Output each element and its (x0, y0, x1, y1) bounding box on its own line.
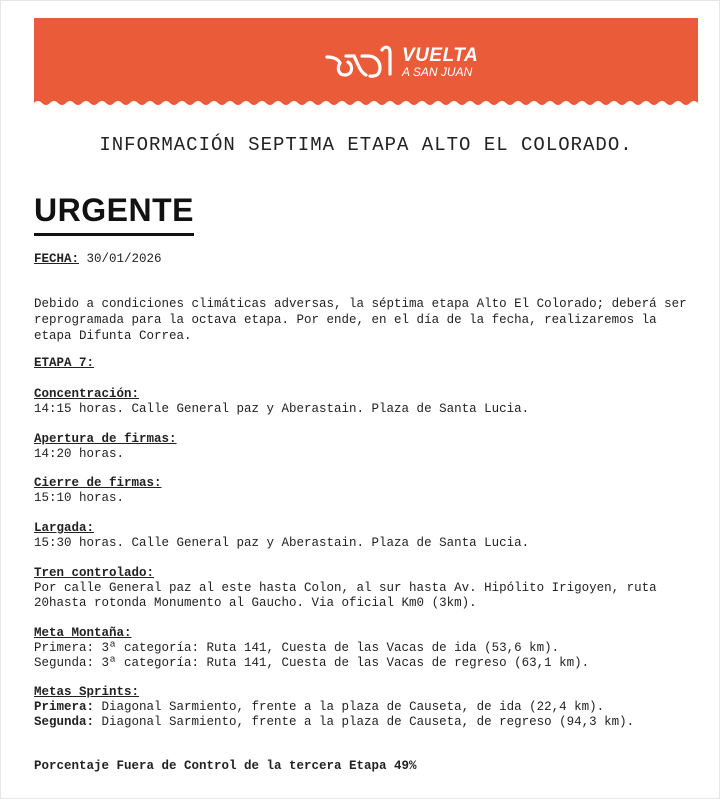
section-text: 14:15 horas. Calle General paz y Aberastain. Plaza de Santa Lucia. (34, 402, 530, 416)
banner-wave-edge (34, 99, 698, 107)
sprint-line-2 (34, 715, 704, 730)
section-heading: Metas Sprints: (34, 685, 140, 699)
section-apertura (34, 432, 704, 462)
date-line (34, 252, 162, 266)
date-label: FECHA: (34, 252, 80, 266)
section-text: Primera: 3ª categoría: Ruta 141, Cuesta de las Vacas de ida (53,6 km). (34, 641, 560, 655)
brand-logo (324, 40, 504, 84)
section-heading: Concentración: (34, 387, 140, 401)
section-concentracion (34, 387, 704, 417)
section-text: 15:30 horas. Calle General paz y Aberastain. Plaza de Santa Lucia. (34, 536, 530, 550)
document-title: INFORMACIÓN SEPTIMA ETAPA ALTO EL COLORADO. (99, 134, 633, 156)
sprint-1-label: Primera: (34, 700, 95, 714)
intro-paragraph: Debido a condiciones climáticas adversas, la séptima etapa Alto El Colorado; deberá ser reprogramada para la octava etapa. Por ende, en el día de la fecha, realizaremos la etapa Difunta Correa. (34, 297, 687, 343)
urgent-heading: URGENTE (34, 192, 194, 236)
brand-subtitle: A SAN JUAN (402, 65, 473, 79)
section-text: Segunda: 3ª categoría: Ruta 141, Cuesta de las Vacas de regreso (63,1 km). (34, 656, 590, 670)
sprint-line-1 (34, 700, 704, 715)
section-largada (34, 521, 704, 551)
section-cierre (34, 476, 704, 506)
section-tren-controlado (34, 566, 704, 611)
header-banner (34, 18, 698, 106)
section-metas-sprints (34, 685, 704, 730)
brand-title: VUELTA (402, 45, 479, 66)
sprint-2-label: Segunda: (34, 715, 95, 729)
cyclist-logo-icon (324, 42, 394, 82)
section-heading: Apertura de firmas: (34, 432, 177, 446)
sprint-2-text: Diagonal Sarmiento, frente a la plaza de Causeta, de regreso (94,3 km). (94, 715, 635, 729)
section-heading: Cierre de firmas: (34, 476, 162, 490)
section-text: 15:10 horas. (34, 491, 125, 505)
section-heading: Meta Montaña: (34, 626, 132, 640)
stage-label-block (34, 356, 704, 371)
date-value: 30/01/2026 (86, 252, 162, 266)
sprint-1-text: Diagonal Sarmiento, frente a la plaza de Causeta, de ida (22,4 km). (94, 700, 605, 714)
elimination-percentage-note: Porcentaje Fuera de Control de la tercera Etapa 49% (34, 759, 417, 773)
section-heading: Tren controlado: (34, 566, 155, 580)
section-heading: Largada: (34, 521, 95, 535)
section-meta-montana (34, 626, 704, 671)
stage-label: ETAPA 7: (34, 356, 95, 370)
section-text: 14:20 horas. (34, 447, 125, 461)
section-text: Por calle General paz al este hasta Colon, al sur hasta Av. Hipólito Irigoyen, ruta (34, 581, 657, 595)
section-text: 20hasta rotonda Monumento al Gaucho. Via oficial Km0 (3km). (34, 596, 477, 610)
